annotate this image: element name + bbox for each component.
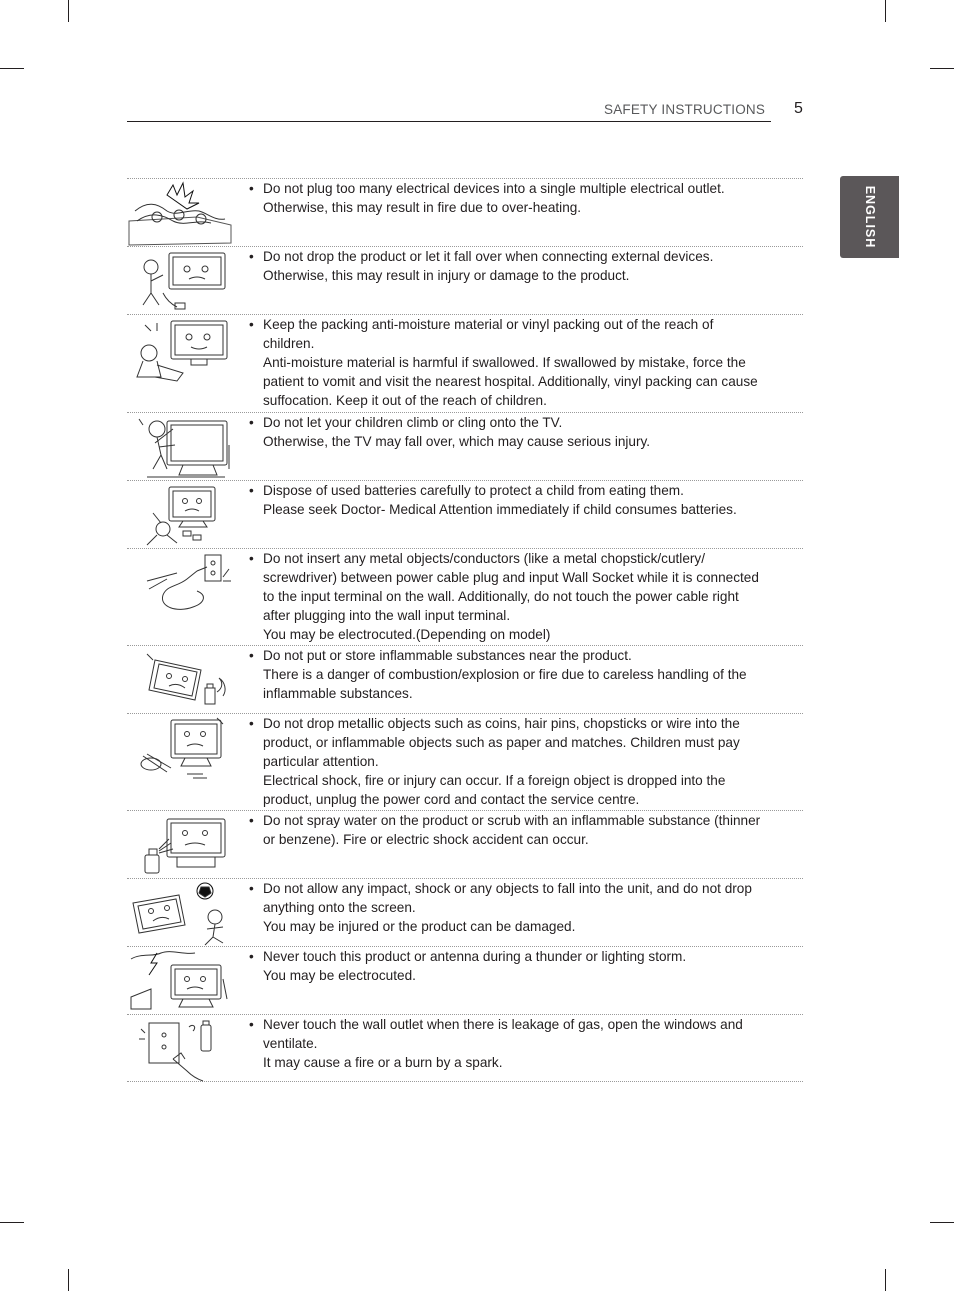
safety-item <box>127 314 803 412</box>
bullet-point: • <box>249 813 254 828</box>
text-line: Keep the packing anti-moisture material or vinyl packing out of the reach of <box>263 317 714 332</box>
water-spray-icon <box>127 813 233 879</box>
bullet-point: • <box>249 483 254 498</box>
page-number: 5 <box>794 100 803 117</box>
text-line: You may be electrocuted.(Depending on model) <box>263 627 551 642</box>
safety-item-text <box>249 646 793 703</box>
text-line: anything onto the screen. <box>263 900 416 915</box>
safety-item-text <box>249 1015 793 1072</box>
bullet-point: • <box>249 249 254 264</box>
text-line: Do not allow any impact, shock or any objects to fall into the unit, and do not drop <box>263 881 752 896</box>
safety-item <box>127 810 803 878</box>
safety-item <box>127 480 803 548</box>
text-line: Never touch the wall outlet when there is leakage of gas, open the windows and <box>263 1017 743 1032</box>
child-climbing-tv-icon <box>127 415 233 481</box>
safety-item <box>127 878 803 946</box>
text-line: Do not insert any metal objects/conductors (like a metal chopstick/cutlery/ <box>263 551 705 566</box>
safety-item <box>127 713 803 810</box>
text-line: Do not put or store inflammable substances near the product. <box>263 648 632 663</box>
text-line: screwdriver) between power cable plug and input Wall Socket while it is connected <box>263 570 759 585</box>
thunder-storm-icon <box>127 949 233 1015</box>
gas-leak-outlet-icon <box>127 1017 233 1083</box>
safety-item <box>127 412 803 480</box>
text-line: suffocation. Keep it out of the reach of children. <box>263 393 547 408</box>
text-line: Do not spray water on the product or scrub with an inflammable substance (thinner <box>263 813 761 828</box>
safety-item-text <box>249 413 793 451</box>
crop-mark <box>930 1222 954 1223</box>
tv-falling-child-icon <box>127 249 233 315</box>
bullet-point: • <box>249 181 254 196</box>
bullet-point: • <box>249 716 254 731</box>
language-tab <box>840 176 899 258</box>
text-line: There is a danger of combustion/explosion or fire due to careless handling of the <box>263 667 747 682</box>
bullet-point: • <box>249 1017 254 1032</box>
metallic-objects-drop-icon <box>127 716 233 782</box>
crop-mark <box>0 68 24 69</box>
text-line: Do not plug too many electrical devices into a single multiple electrical outlet. <box>263 181 725 196</box>
text-line: patient to vomit and visit the nearest hospital. Additionally, vinyl packing can cause <box>263 374 758 389</box>
bullet-point: • <box>249 648 254 663</box>
child-batteries-icon <box>127 483 233 549</box>
section-title: SAFETY INSTRUCTIONS <box>604 102 766 117</box>
safety-item <box>127 246 803 314</box>
bullet-point: • <box>249 881 254 896</box>
language-tab-label: ENGLISH <box>862 185 877 249</box>
text-line: product, unplug the power cord and contact the service centre. <box>263 792 640 807</box>
safety-item-text <box>249 947 793 985</box>
safety-item <box>127 645 803 713</box>
text-line: Do not let your children climb or cling onto the TV. <box>263 415 563 430</box>
text-line: ventilate. <box>263 1036 318 1051</box>
ball-impact-icon <box>127 881 233 947</box>
text-line: Dispose of used batteries carefully to protect a child from eating them. <box>263 483 684 498</box>
power-strip-overload-icon <box>127 181 233 247</box>
safety-item-text <box>249 247 793 285</box>
text-line: You may be injured or the product can be damaged. <box>263 919 576 934</box>
safety-instruction-list <box>127 178 803 1082</box>
text-line: product, or inflammable objects such as paper and matches. Children must pay <box>263 735 740 750</box>
bullet-point: • <box>249 317 254 332</box>
text-line: after plugging into the wall input terminal. <box>263 608 511 623</box>
safety-item-text <box>249 481 793 519</box>
text-line: Electrical shock, fire or injury can occur. If a foreign object is dropped into the <box>263 773 726 788</box>
safety-item-text <box>249 549 793 644</box>
crop-mark <box>68 0 69 22</box>
header-rule <box>127 121 771 122</box>
text-line: Otherwise, this may result in fire due to over-heating. <box>263 200 582 215</box>
crop-mark <box>0 1222 24 1223</box>
safety-item-text <box>249 179 793 217</box>
text-line: Never touch this product or antenna during a thunder or lighting storm. <box>263 949 687 964</box>
metal-object-socket-icon <box>127 551 233 617</box>
safety-item <box>127 548 803 645</box>
flammable-substances-icon <box>127 648 233 714</box>
text-line: Do not drop the product or let it fall over when connecting external devices. <box>263 249 714 264</box>
crop-mark <box>930 68 954 69</box>
text-line: Otherwise, the TV may fall over, which may cause serious injury. <box>263 434 651 449</box>
safety-item <box>127 946 803 1014</box>
text-line: It may cause a fire or a burn by a spark. <box>263 1055 503 1070</box>
safety-item-text <box>249 811 793 849</box>
crop-mark <box>885 1269 886 1291</box>
text-line: inflammable substances. <box>263 686 413 701</box>
text-line: Do not drop metallic objects such as coins, hair pins, chopsticks or wire into the <box>263 716 740 731</box>
safety-item-text <box>249 879 793 936</box>
safety-item-text <box>249 315 793 410</box>
text-line: to the input terminal on the wall. Additionally, do not touch the power cable right <box>263 589 739 604</box>
bullet-point: • <box>249 415 254 430</box>
crop-mark <box>68 1269 69 1291</box>
bullet-point: • <box>249 551 254 566</box>
safety-item <box>127 1014 803 1082</box>
text-line: or benzene). Fire or electric shock accident can occur. <box>263 832 589 847</box>
safety-item <box>127 178 803 246</box>
child-packing-material-icon <box>127 317 233 383</box>
safety-item-text <box>249 714 793 809</box>
text-line: Please seek Doctor- Medical Attention immediately if child consumes batteries. <box>263 502 737 517</box>
crop-mark <box>885 0 886 22</box>
text-line: Anti-moisture material is harmful if swallowed. If swallowed by mistake, force the <box>263 355 746 370</box>
bullet-point: • <box>249 949 254 964</box>
text-line: You may be electrocuted. <box>263 968 416 983</box>
text-line: children. <box>263 336 315 351</box>
text-line: particular attention. <box>263 754 379 769</box>
text-line: Otherwise, this may result in injury or damage to the product. <box>263 268 630 283</box>
